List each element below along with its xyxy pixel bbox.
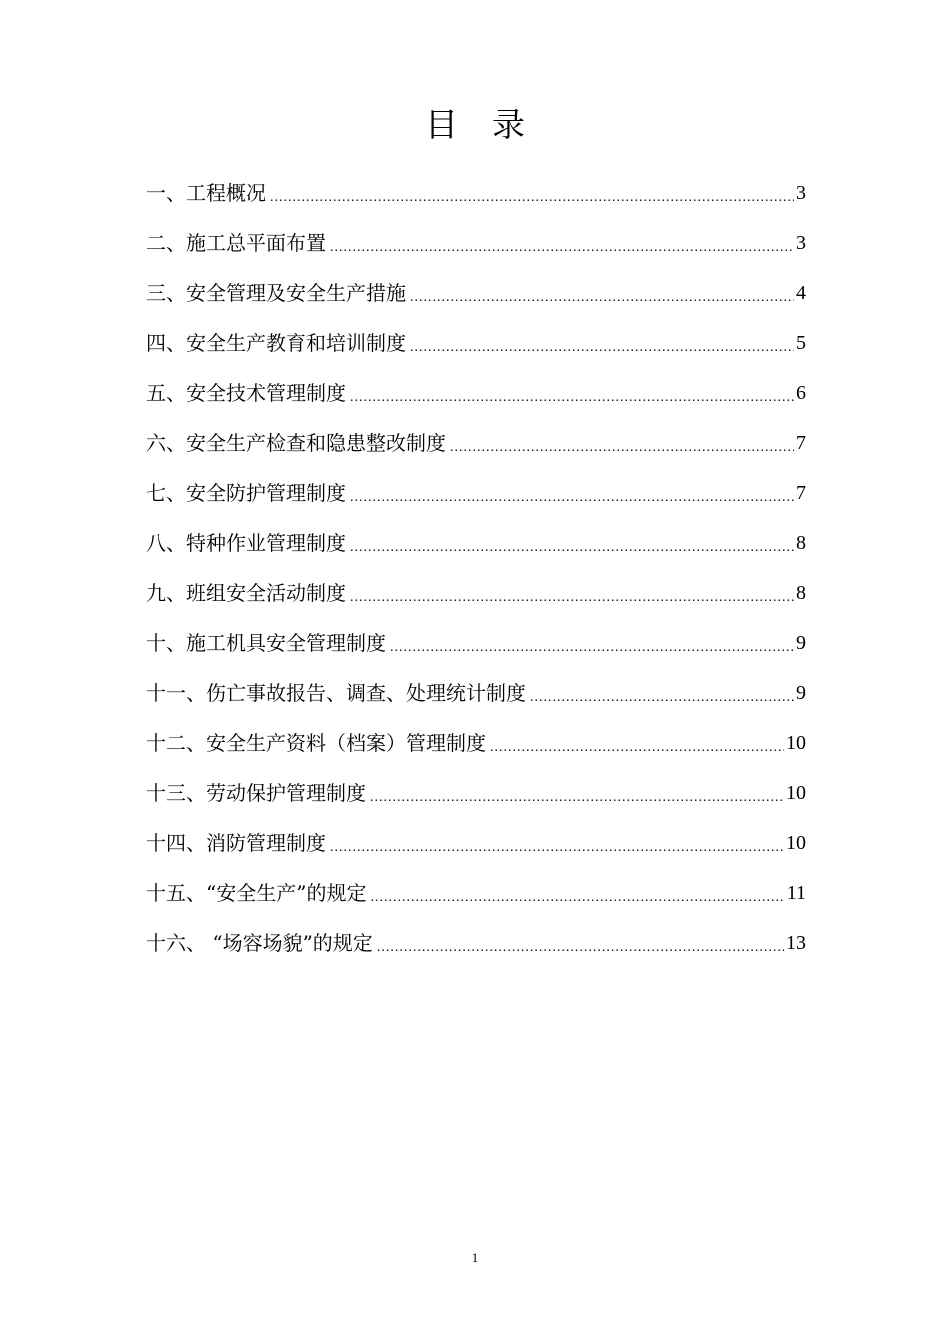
toc-entry-label: 一、工程概况 (146, 181, 266, 205)
toc-entry-label: 十五、“安全生产”的规定 (146, 881, 367, 905)
toc-entry-label: 五、安全技术管理制度 (146, 381, 346, 405)
toc-entry[interactable] (146, 865, 806, 915)
toc-dot-leader (350, 521, 794, 565)
toc-entry-page: 6 (796, 382, 806, 404)
toc-entry-page: 9 (796, 682, 806, 704)
page-number: 1 (471, 1250, 479, 1265)
toc-dot-leader (490, 721, 784, 765)
toc-dot-leader (410, 271, 794, 315)
toc-entry[interactable] (146, 715, 806, 765)
toc-entry-label: 二、施工总平面布置 (146, 231, 326, 255)
toc-dot-leader (330, 221, 794, 265)
toc-entry[interactable] (146, 315, 806, 365)
toc-entry-label: 四、安全生产教育和培训制度 (146, 331, 406, 355)
toc-entry-label: 六、安全生产检查和隐患整改制度 (146, 431, 446, 455)
toc-entry-page: 10 (786, 782, 806, 804)
toc-entry-page: 13 (786, 932, 806, 954)
toc-entry-label: 七、安全防护管理制度 (146, 481, 346, 505)
toc-dot-leader (377, 921, 784, 965)
toc-entry-page: 7 (796, 432, 806, 454)
toc-list (146, 165, 806, 965)
toc-entry[interactable] (146, 615, 806, 665)
toc-entry[interactable] (146, 515, 806, 565)
toc-dot-leader (330, 821, 784, 865)
toc-dot-leader (350, 371, 794, 415)
toc-entry-page: 5 (796, 332, 806, 354)
toc-entry[interactable] (146, 415, 806, 465)
toc-entry[interactable] (146, 665, 806, 715)
toc-dot-leader (390, 621, 794, 665)
toc-entry-page: 9 (796, 632, 806, 654)
toc-entry-label: 八、特种作业管理制度 (146, 531, 346, 555)
toc-entry[interactable] (146, 765, 806, 815)
toc-entry-label: 十一、伤亡事故报告、调查、处理统计制度 (146, 681, 526, 705)
toc-entry-page: 4 (796, 282, 806, 304)
toc-entry[interactable] (146, 265, 806, 315)
toc-entry-page: 8 (796, 582, 806, 604)
toc-entry[interactable] (146, 165, 806, 215)
toc-entry[interactable] (146, 365, 806, 415)
toc-entry-page: 3 (796, 232, 806, 254)
toc-dot-leader (450, 421, 794, 465)
toc-dot-leader (350, 471, 794, 515)
toc-dot-leader (270, 171, 794, 215)
toc-entry[interactable] (146, 465, 806, 515)
toc-entry-page: 8 (796, 532, 806, 554)
toc-dot-leader (410, 321, 794, 365)
toc-entry-label: 十三、劳动保护管理制度 (146, 781, 366, 805)
toc-entry[interactable] (146, 815, 806, 865)
toc-entry-label: 十四、消防管理制度 (146, 831, 326, 855)
toc-entry-page: 10 (786, 732, 806, 754)
toc-entry-page: 3 (796, 182, 806, 204)
toc-entry-label: 十、施工机具安全管理制度 (146, 631, 386, 655)
toc-entry[interactable] (146, 565, 806, 615)
toc-entry-label: 三、安全管理及安全生产措施 (146, 281, 406, 305)
toc-entry-page: 7 (796, 482, 806, 504)
toc-entry-page: 11 (786, 882, 806, 904)
toc-dot-leader (530, 671, 794, 715)
toc-title: 目录 (425, 105, 559, 144)
toc-entry-label: 十二、安全生产资料（档案）管理制度 (146, 731, 486, 755)
toc-dot-leader (370, 871, 784, 915)
toc-dot-leader (370, 771, 784, 815)
toc-dot-leader (350, 571, 794, 615)
toc-entry[interactable] (146, 215, 806, 265)
toc-entry-label: 九、班组安全活动制度 (146, 581, 346, 605)
toc-entry-label: 十六、 “场容场貌”的规定 (146, 931, 373, 955)
toc-entry[interactable] (146, 915, 806, 965)
toc-entry-page: 10 (786, 832, 806, 854)
